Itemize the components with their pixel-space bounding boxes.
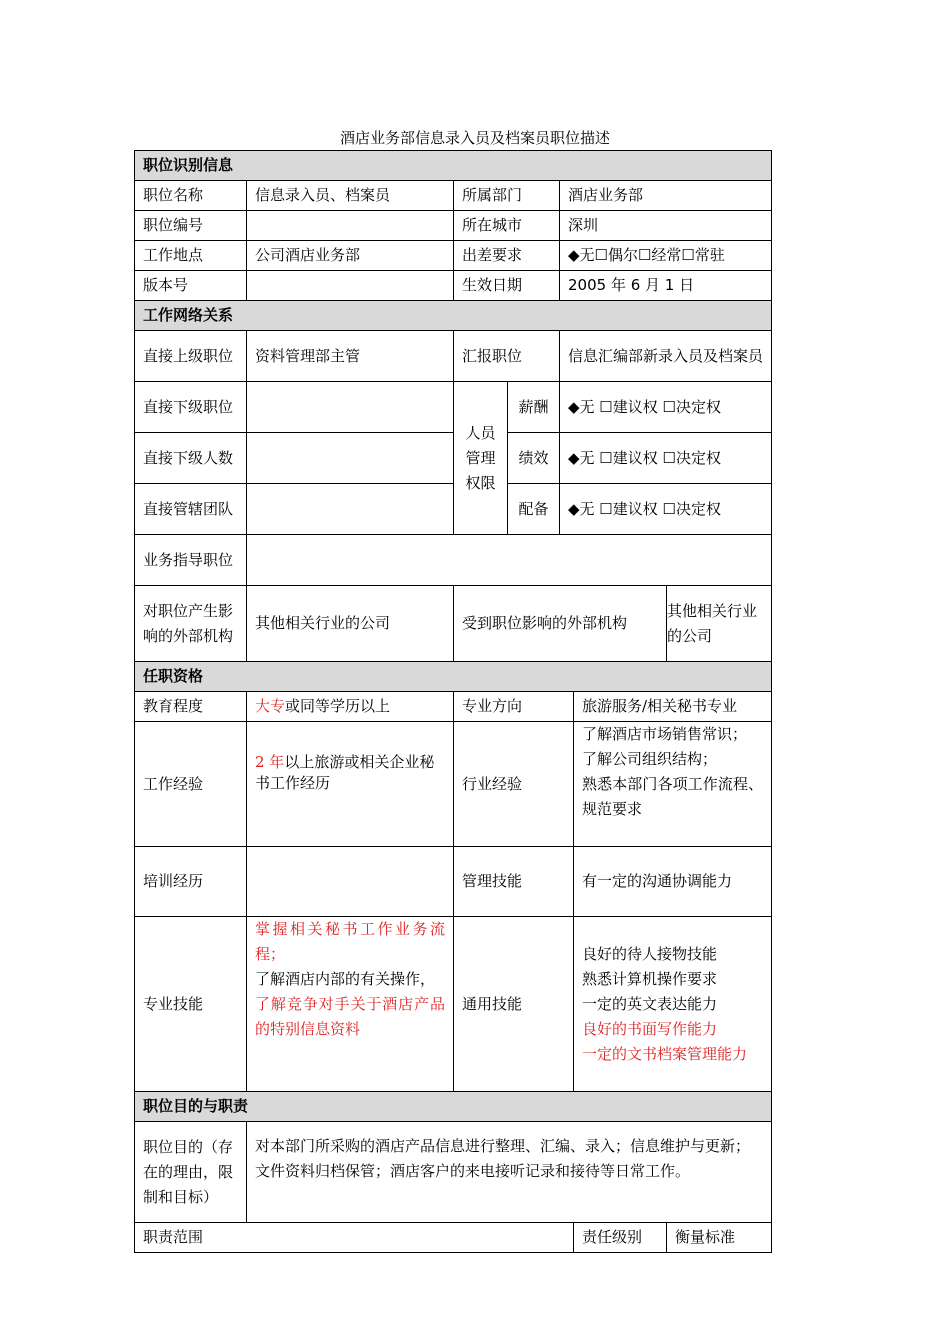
industry-experience-value	[574, 722, 772, 847]
version-label: 版本号	[135, 271, 247, 301]
guidance-value	[247, 535, 772, 586]
major-value: 旅游服务/相关秘书专业	[574, 692, 772, 722]
report-value: 信息汇编部新录入员及档案员	[560, 331, 772, 382]
location-label: 工作地点	[135, 241, 247, 271]
purpose-value: 对本部门所采购的酒店产品信息进行整理、汇编、录入；信息维护与更新；文件资料归档保管；酒店客户的来电接听记录和接待等日常工作。	[247, 1122, 772, 1223]
effective-date-value: 2005 年 6 月 1 日	[560, 271, 772, 301]
city-value: 深圳	[560, 211, 772, 241]
affected-org-value: 其他相关行业的公司	[667, 586, 772, 662]
general-skill-line: 良好的待人接物技能	[582, 944, 718, 963]
department-label: 所属部门	[454, 181, 560, 211]
city-label: 所在城市	[454, 211, 560, 241]
section-network: 工作网络关系	[135, 301, 772, 331]
professional-skill-label: 专业技能	[135, 917, 247, 1092]
department-value: 酒店业务部	[560, 181, 772, 211]
experience-value	[247, 722, 454, 847]
pro-skill-line: 掌握相关秘书工作业务流程；	[255, 920, 445, 963]
subordinate-count-value	[247, 433, 454, 484]
subordinate-count-label: 直接下级人数	[135, 433, 247, 484]
staffing-label: 配备	[508, 484, 560, 535]
general-skill-line: 良好的书面写作能力	[582, 1019, 718, 1038]
subordinate-position-value	[247, 382, 454, 433]
salary-label: 薪酬	[508, 382, 560, 433]
general-skill-line: 一定的文书档案管理能力	[582, 1044, 748, 1063]
travel-value: ◆无☐偶尔☐经常☐常驻	[560, 241, 772, 271]
section-purpose: 职位目的与职责	[135, 1092, 772, 1122]
document-title: 酒店业务部信息录入员及档案员职位描述	[339, 129, 610, 147]
pro-skill-line: 了解竞争对手关于酒店产品的特别信息资料	[255, 995, 445, 1038]
authority-label: 人员管理权限	[454, 382, 508, 535]
position-name-value: 信息录入员、档案员	[247, 181, 454, 211]
general-skill-line: 熟悉计算机操作要求	[582, 969, 718, 988]
team-label: 直接管辖团队	[135, 484, 247, 535]
version-value	[247, 271, 454, 301]
position-no-label: 职位编号	[135, 211, 247, 241]
report-label: 汇报职位	[454, 331, 560, 382]
section-identification: 职位识别信息	[135, 151, 772, 181]
general-skill-line: 一定的英文表达能力	[582, 994, 718, 1013]
affected-org-label: 受到职位影响的外部机构	[454, 586, 667, 662]
experience-label: 工作经验	[135, 722, 247, 847]
scope-label: 职责范围	[135, 1223, 574, 1253]
experience-rest: 以上旅游或相关企业秘书工作经历	[255, 753, 435, 792]
education-rest: 或同等学历以上	[285, 697, 391, 715]
performance-label: 绩效	[508, 433, 560, 484]
education-highlight: 大专	[255, 697, 286, 715]
travel-label: 出差要求	[454, 241, 560, 271]
experience-highlight: 2 年	[255, 753, 285, 771]
industry-line: 熟悉本部门各项工作流程、规范要求	[582, 775, 764, 818]
position-no-value	[247, 211, 454, 241]
effective-date-label: 生效日期	[454, 271, 560, 301]
major-label: 专业方向	[454, 692, 574, 722]
job-description-table	[134, 150, 772, 1253]
external-org-value: 其他相关行业的公司	[247, 586, 454, 662]
management-skill-label: 管理技能	[454, 847, 574, 917]
subordinate-position-label: 直接下级职位	[135, 382, 247, 433]
location-value: 公司酒店业务部	[247, 241, 454, 271]
external-org-label: 对职位产生影响的外部机构	[135, 586, 247, 662]
position-name-label: 职位名称	[135, 181, 247, 211]
general-skill-value	[574, 917, 772, 1092]
section-qualification: 任职资格	[135, 662, 772, 692]
industry-line: 了解酒店市场销售常识；	[582, 725, 748, 743]
purpose-label: 职位目的（存在的理由，限制和目标）	[135, 1122, 247, 1223]
general-skill-label: 通用技能	[454, 917, 574, 1092]
education-value	[247, 692, 454, 722]
training-label: 培训经历	[135, 847, 247, 917]
professional-skill-value	[247, 917, 454, 1092]
superior-value: 资料管理部主管	[247, 331, 454, 382]
pro-skill-line: 了解酒店内部的有关操作，	[255, 970, 436, 988]
superior-label: 直接上级职位	[135, 331, 247, 382]
team-value	[247, 484, 454, 535]
level-label: 责任级别	[574, 1223, 667, 1253]
industry-line: 了解公司组织结构；	[582, 750, 718, 768]
performance-value: ◆无 ☐建议权 ☐决定权	[560, 433, 772, 484]
standard-label: 衡量标准	[667, 1223, 772, 1253]
guidance-label: 业务指导职位	[135, 535, 247, 586]
industry-experience-label: 行业经验	[454, 722, 574, 847]
management-skill-value: 有一定的沟通协调能力	[574, 847, 772, 917]
salary-value: ◆无 ☐建议权 ☐决定权	[560, 382, 772, 433]
education-label: 教育程度	[135, 692, 247, 722]
staffing-value: ◆无 ☐建议权 ☐决定权	[560, 484, 772, 535]
training-value	[247, 847, 454, 917]
